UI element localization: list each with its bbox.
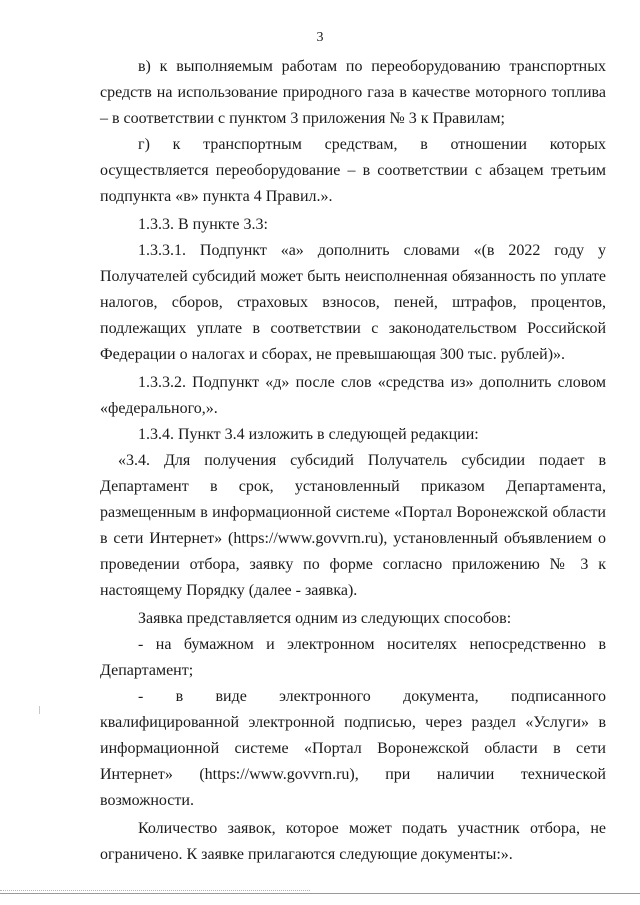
paragraph-1-3-3: 1.3.3. В пункте 3.3:	[138, 216, 268, 233]
list-item-paper: - на бумажном и электронном носителях непосредственно в Департамент;	[100, 636, 606, 679]
page-number: 3	[316, 30, 324, 45]
paragraph-application-count: Количество заявок, которое может подать участник отбора, не ограничено. К заявке прилагаются следующие документы:».	[100, 820, 606, 863]
paragraph-1-3-4: 1.3.4. Пункт 3.4 изложить в следующей редакции:	[138, 426, 479, 443]
list-item-electronic: - в виде электронного документа, подписанного квалифицированной электронной подписью, через раздел «Услуги» в информационной системе «Портал Воронежской области в сети Интернет» (https://www.govvrn.ru), при наличии технической возможности.	[100, 688, 606, 809]
bottom-rule	[0, 893, 640, 894]
paragraph-3-4: «3.4. Для получения субсидий Получатель субсидии подает в Департамент в срок, установленный приказом Департамента, размещенным в информационной системе «Портал Воронежской области в сети Интернет» (https://www.govvrn.ru), установленный объявлением о проведении отбора, заявку по форме согласно приложению № 3 к настоящему Порядку (далее - заявка).	[100, 452, 606, 599]
bottom-dotted-rule	[0, 890, 310, 891]
paragraph-submission-methods: Заявка представляется одним из следующих способов:	[138, 610, 512, 627]
paragraph-1-3-3-2: 1.3.3.2. Подпункт «д» после слов «средства из» дополнить словом «федерального,».	[100, 374, 606, 417]
document-body	[100, 54, 606, 868]
margin-mark	[39, 706, 40, 714]
paragraph-1-3-3-1: 1.3.3.1. Подпункт «а» дополнить словами «(в 2022 году у Получателей субсидий может быть неисполненная обязанность по уплате налогов, сборов, страховых взносов, пеней, штрафов, процентов, подлежащих уплате в соответствии с законодательством Российской Федерации о налогах и сборах, не превышающая 300 тыс. рублей)».	[100, 242, 606, 363]
paragraph-item-v: в) к выполняемым работам по переоборудованию транспортных средств на использование природного газа в качестве моторного топлива – в соответствии с пунктом 3 приложения № 3 к Правилам;	[100, 58, 606, 127]
paragraph-item-g: г) к транспортным средствам, в отношении которых осуществляется переоборудование – в соответствии с абзацем третьим подпункта «в» пункта 4 Правил.».	[100, 136, 606, 205]
